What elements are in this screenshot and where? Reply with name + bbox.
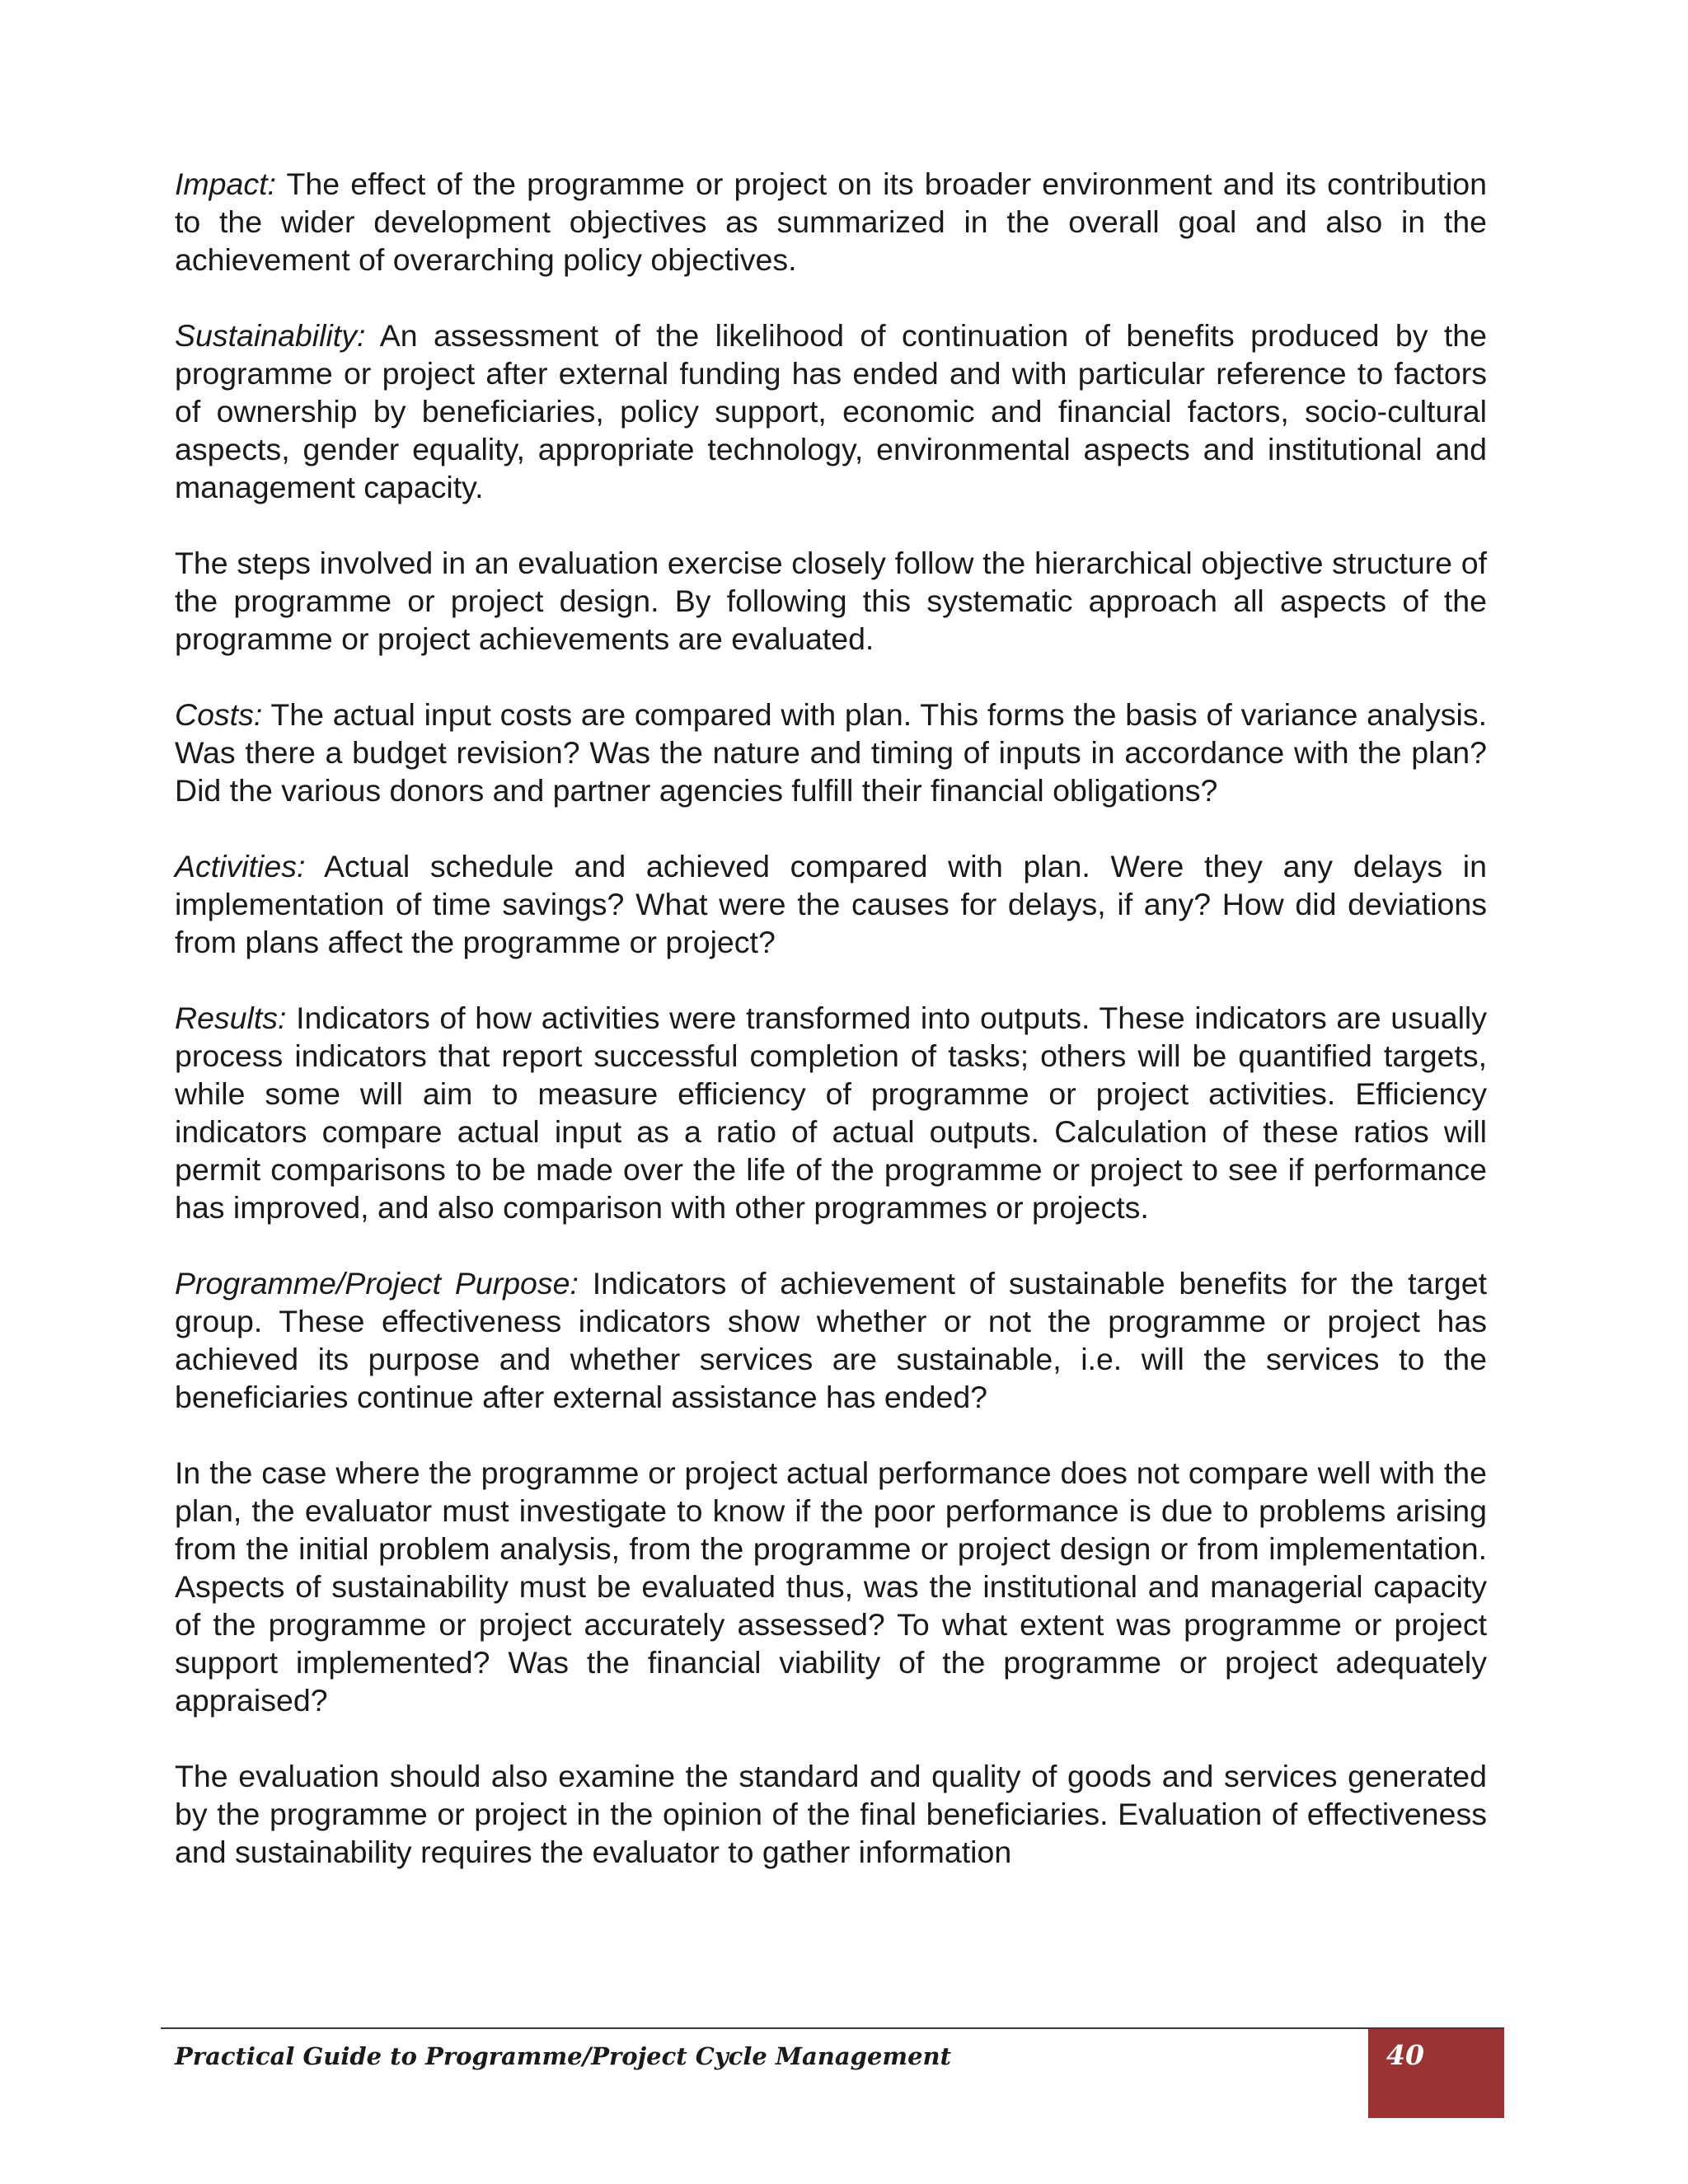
page-body [175,165,1487,1909]
paragraph-lead: Results: [175,1001,287,1035]
paragraph-activities [175,847,1487,961]
paragraph-text: Indicators of how activities were transformed into outputs. These indicators are usually process indicators that report successful completion of tasks; others will be quantified targets, while some will aim to measure efficiency of programme or project activities. Efficiency indicators compare actual input as a ratio of actual outputs. Calculation of these ratios will permit comparisons to be made over the life of the programme or project to see if performance has improved, and also comparison with other programmes or projects. [175,1001,1487,1225]
paragraph-text: Actual schedule and achieved compared with plan. Were they any delays in implementation of time savings? What were the causes for delays, if any? How did deviations from plans affect the programme or project? [175,849,1487,959]
paragraph-text: Indicators of achievement of sustainable benefits for the target group. These effectiveness indicators show whether or not the programme or project has achieved its purpose and whether services are sustainable, i.e. will the services to the beneficiaries continue after external assistance has ended? [175,1266,1487,1414]
paragraph-text: The steps involved in an evaluation exercise closely follow the hierarchical objective structure of the programme or project design. By following this systematic approach all aspects of the programme or project achievements are evaluated. [175,546,1487,656]
paragraph-costs [175,696,1487,809]
paragraph-text: In the case where the programme or project actual performance does not compare well with the plan, the evaluator must investigate to know if the poor performance is due to problems arising from the initial problem analysis, from the programme or project design or from implementation. Aspects of sustainability must be evaluated thus, was the institutional and managerial capacity of the programme or project accurately assessed? To what extent was programme or project support implemented? Was the financial viability of the programme or project adequately appraised? [175,1455,1487,1718]
footer-title: Practical Guide to Programme/Project Cycle Management [175,2042,952,2070]
paragraph-text: The evaluation should also examine the standard and quality of goods and services generated by the programme or project in the opinion of the final beneficiaries. Evaluation of effectiveness and sustainability requires the evaluator to gather information [175,1759,1487,1869]
paragraph-results [175,999,1487,1226]
paragraph-impact [175,165,1487,279]
page-number-box [1368,2029,1504,2118]
paragraph-text: The actual input costs are compared with plan. This forms the basis of variance analysis. Was there a budget revision? Was the nature and timing of inputs in accordance with the plan? Did the various donors and partner agencies fulfill their financial obligations? [175,697,1487,808]
paragraph-lead: Costs: [175,697,263,732]
paragraph-purpose [175,1264,1487,1416]
paragraph-sustainability [175,316,1487,506]
footer-divider [161,2027,1504,2029]
paragraph-lead: Sustainability: [175,318,366,353]
paragraph-lead: Impact: [175,166,276,201]
paragraph-performance-case [175,1454,1487,1719]
paragraph-text: The effect of the programme or project on its broader environment and its contribution to the wider development objectives as summarized in the overall goal and also in the achievement of overarching policy objectives. [175,166,1487,277]
paragraph-quality-examination [175,1757,1487,1871]
paragraph-evaluation-steps [175,544,1487,658]
paragraph-lead: Activities: [175,849,306,883]
paragraph-text: An assessment of the likelihood of continuation of benefits produced by the programme or project after external funding has ended and with particular reference to factors of ownership by beneficiaries, policy support, economic and financial factors, socio-cultural aspects, gender equality, appropriate technology, environmental aspects and institutional and management capacity. [175,318,1487,504]
paragraph-lead: Programme/Project Purpose: [175,1266,579,1301]
page-number: 40 [1386,2039,1424,2071]
